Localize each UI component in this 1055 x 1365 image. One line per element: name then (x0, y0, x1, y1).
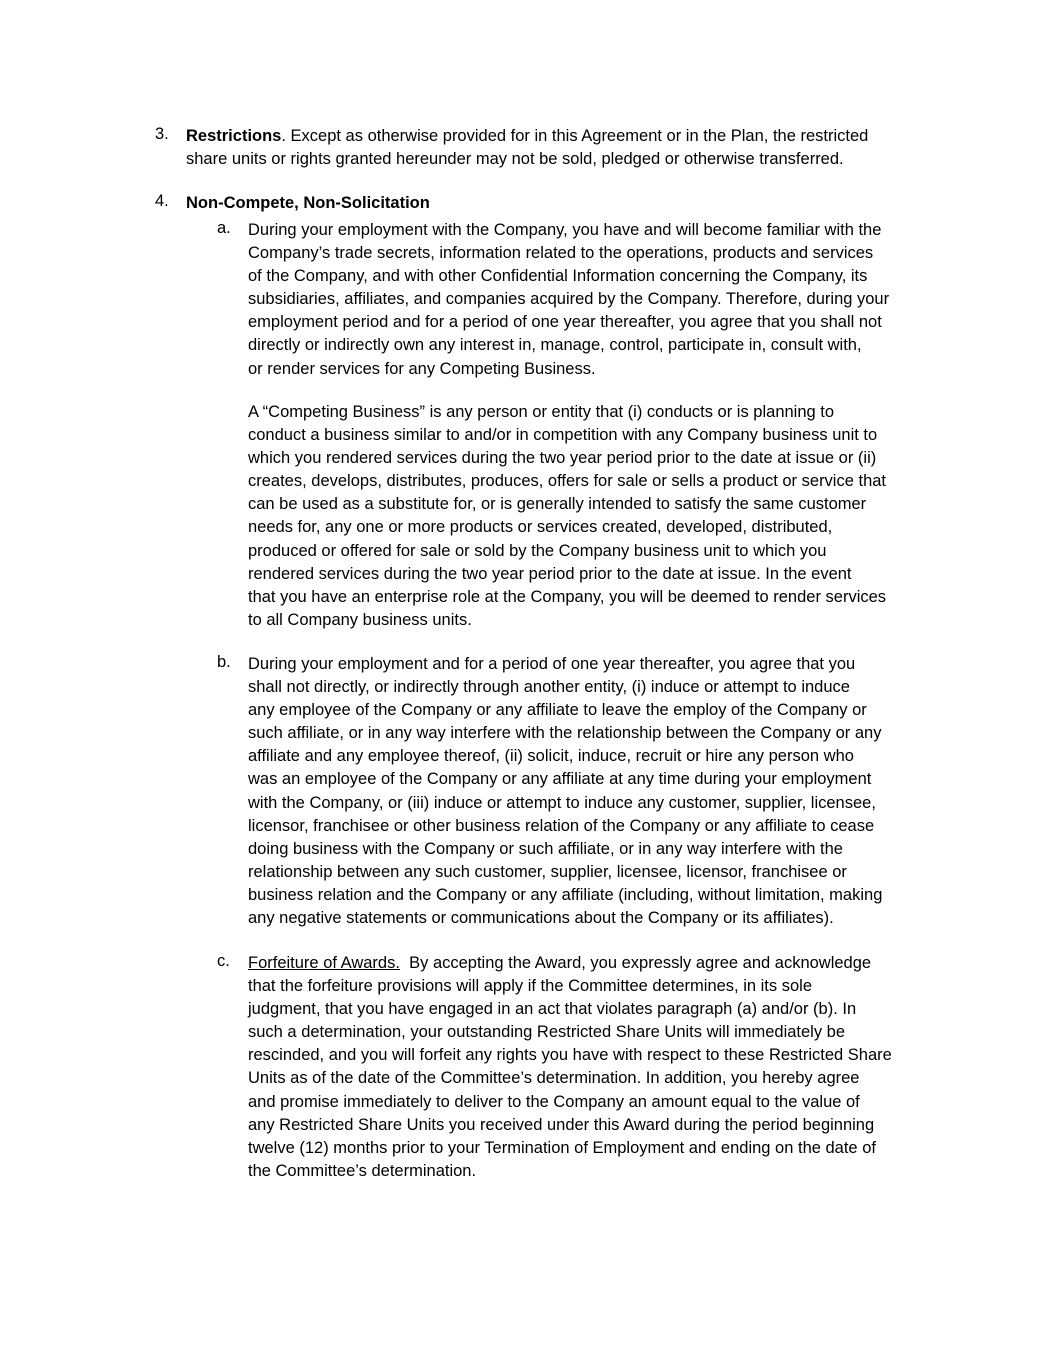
text-line: with the Company, or (iii) induce or attempt to induce any customer, supplier, licensee, (248, 793, 876, 812)
text-line: Company’s trade secrets, information related to the operations, products and services (248, 244, 874, 263)
item-b-text (248, 653, 882, 930)
text-line: twelve (12) months prior to your Termination of Employment and ending on the date of (248, 1138, 876, 1157)
section-number: 3. (155, 125, 169, 143)
text-line: such a determination, your outstanding Restricted Share Units will immediately be (248, 1023, 846, 1042)
text-line: doing business with the Company or such affiliate, or in any way interfere with the (248, 839, 843, 858)
text-line: that the forfeiture provisions will apply if the Committee determines, in its sole (248, 977, 812, 996)
text-line: any Restricted Share Units you received under this Award during the period beginning (248, 1115, 875, 1134)
text-line: was an employee of the Company or any affiliate at any time during your employment (248, 770, 872, 789)
section-3-text (186, 125, 868, 171)
text-line: and promise immediately to deliver to the Company an amount equal to the value of (248, 1092, 860, 1111)
text-line: rendered services during the two year period prior to the date at issue. In the event (248, 564, 852, 583)
text-line: needs for, any one or more products or services created, developed, distributed, (248, 518, 833, 537)
text-line: employment period and for a period of one year thereafter, you agree that you shall not (248, 313, 882, 332)
text-line: or render services for any Competing Business. (248, 359, 596, 378)
text-line: During your employment with the Company, you have and will become familiar with the (248, 221, 882, 239)
text-line: which you rendered services during the two year period prior to the date at issue or (ii) (248, 449, 877, 468)
text-line: of the Company, and with other Confidential Information concerning the Company, its (248, 267, 868, 286)
text-line: directly or indirectly own any interest in, manage, control, participate in, consult with, (248, 336, 862, 355)
text-line: judgment, that you have engaged in an act that violates paragraph (a) and/or (b). In (248, 1000, 857, 1019)
text-line: Units as of the date of the Committee’s determination. In addition, you hereby agree (248, 1069, 860, 1088)
item-c-text (248, 952, 892, 1183)
text-line: such affiliate, or in any way interfere with the relationship between the Company or any (248, 724, 882, 743)
text-line: . Except as otherwise provided for in this Agreement or in the Plan, the restricted (281, 127, 869, 145)
text-line: the Committee’s determination. (248, 1161, 477, 1180)
text-line: any employee of the Company or any affiliate to leave the employ of the Company or (248, 701, 867, 720)
text-line: produced or offered for sale or sold by the Company business unit to which you (248, 541, 827, 560)
text-line: subsidiaries, affiliates, and companies acquired by the Company. Therefore, during your (248, 290, 890, 309)
item-a-text (248, 219, 889, 381)
text-line: A “Competing Business” is any person or entity that (i) conducts or is planning to (248, 403, 835, 421)
section-number: 4. (155, 192, 169, 210)
section-title: Restrictions (186, 127, 282, 145)
item-letter: c. (217, 952, 230, 970)
text-line: By accepting the Award, you expressly agree and acknowledge (399, 954, 872, 972)
text-line: relationship between any such customer, supplier, licensee, licensor, franchisee or (248, 862, 847, 881)
section-title: Non-Compete, Non-Solicitation (186, 194, 430, 212)
text-line: shall not directly, or indirectly through another entity, (i) induce or attempt to induce (248, 678, 850, 697)
text-line: creates, develops, distributes, produces, offers for sale or sells a product or service that (248, 472, 887, 491)
item-letter: a. (217, 219, 231, 237)
item-letter: b. (217, 653, 231, 671)
text-line: any negative statements or communications about the Company or its affiliates). (248, 909, 834, 928)
item-a-definition (248, 401, 886, 632)
text-line: During your employment and for a period of one year thereafter, you agree that you (248, 655, 856, 673)
item-heading: Forfeiture of Awards. (248, 954, 400, 972)
text-line: licensor, franchisee or other business relation of the Company or any affiliate to cease (248, 816, 875, 835)
text-line: conduct a business similar to and/or in competition with any Company business unit to (248, 426, 878, 445)
text-line: that you have an enterprise role at the Company, you will be deemed to render services (248, 587, 887, 606)
text-line: affiliate and any employee thereof, (ii) solicit, induce, recruit or hire any person who (248, 747, 854, 766)
text-line: to all Company business units. (248, 610, 472, 629)
text-line: share units or rights granted hereunder may not be sold, pledged or otherwise transferred. (186, 150, 844, 169)
text-line: business relation and the Company or any affiliate (including, without limitation, making (248, 885, 883, 904)
text-line: can be used as a substitute for, or is generally intended to satisfy the same customer (248, 495, 867, 514)
text-line: rescinded, and you will forfeit any rights you have with respect to these Restricted Share (248, 1046, 892, 1065)
section-4-heading (186, 192, 430, 215)
